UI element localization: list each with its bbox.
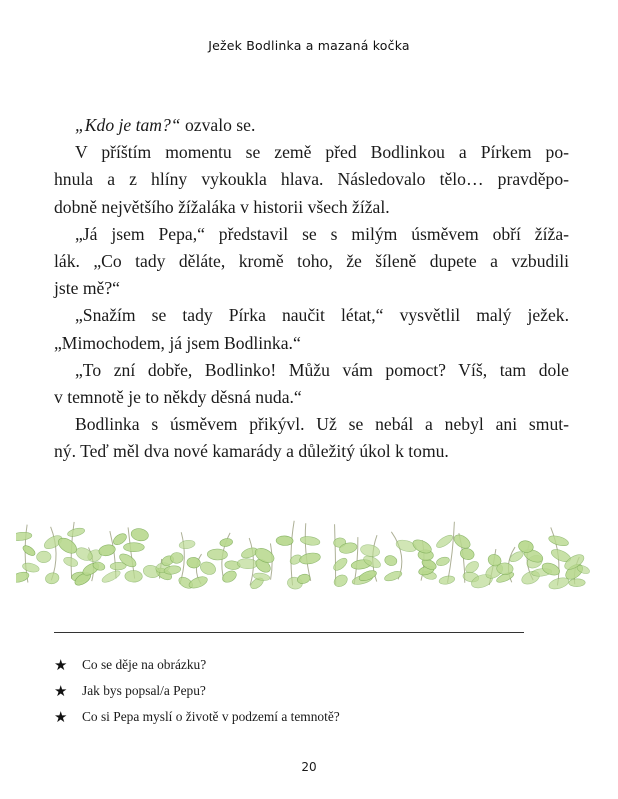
leaf (179, 539, 196, 550)
leaf (67, 527, 86, 538)
paragraph-line (54, 112, 569, 139)
question-text: Co si Pepa myslí o životě v podzemí a temnotě? (82, 709, 340, 724)
leaf (359, 543, 380, 558)
page-number: 20 (301, 760, 317, 774)
leaf (16, 531, 32, 541)
line-text: ozvalo se. (180, 115, 256, 135)
leaf (130, 527, 149, 542)
leaf (221, 569, 239, 585)
leaf-stem (305, 523, 310, 581)
paragraph-line: „Já jsem Pepa,“ představil se s milým úsměvem obří žíža- (75, 223, 569, 244)
leaf (569, 579, 586, 587)
paragraph-line: hnula a z hlíny vykoukla hlava. Následovalo tělo… pravděpo- (54, 169, 569, 190)
question-item (54, 704, 524, 730)
paragraph-line: V příštím momentu se země před Bodlinkou a Pírkem po- (75, 142, 569, 163)
leaf (548, 534, 570, 548)
quoted-question: „Kdo je tam?“ (75, 115, 181, 135)
paragraph-line: jste mě?“ (54, 278, 120, 299)
leaf (44, 572, 60, 585)
question-item (54, 678, 524, 704)
leaf (219, 538, 233, 548)
leaf (332, 573, 349, 589)
leaf (124, 543, 145, 552)
paragraph-line: v temnotě je to někdy děsná nuda.“ (54, 387, 302, 408)
leaf (331, 556, 349, 573)
paragraph-line: ný. Teď měl dva nové kamarády a důležitý úkol k tomu. (54, 441, 449, 462)
leaf (187, 574, 209, 590)
leaf (384, 554, 398, 567)
leaf (383, 569, 403, 582)
question-list (54, 652, 524, 730)
paragraph-line: Bodlinka s úsměvem přikývl. Už se nebál a nebyl ani smut- (75, 414, 569, 435)
paragraph-line: „To zní dobře, Bodlinko! Můžu vám pomoct? Víš, tam dole (75, 359, 569, 380)
leaf (125, 570, 143, 582)
paragraph-line: dobně největšího žížaláka v historii všech žížal. (54, 196, 390, 217)
leaf (438, 575, 455, 586)
leaf (276, 536, 293, 546)
question-item (54, 652, 524, 678)
paragraph-line: lák. „Co tady děláte, kromě toho, že šíleně dupete a vzbudili (54, 251, 569, 272)
leaf (36, 551, 51, 563)
star-icon: ★ (54, 656, 68, 674)
leaf (435, 533, 455, 550)
leaf (435, 556, 450, 568)
leaf (459, 547, 476, 562)
leaf-stem (335, 524, 336, 585)
leaf (198, 560, 217, 577)
leaf-stem (447, 522, 454, 583)
leaf (299, 551, 322, 565)
leaf (237, 558, 258, 569)
leaf-stem (291, 521, 294, 586)
leaf (207, 549, 228, 560)
leaf (21, 544, 36, 558)
leaf (100, 569, 121, 585)
star-icon: ★ (54, 708, 68, 726)
leaf-stem (51, 527, 56, 580)
leaf (170, 552, 183, 564)
leaf (300, 535, 321, 546)
leaf (22, 562, 40, 574)
leaf (62, 556, 78, 569)
leaves-illustration (16, 500, 596, 590)
star-icon: ★ (54, 682, 68, 700)
question-text: Jak bys popsal/a Pepu? (82, 683, 206, 698)
section-divider (54, 632, 524, 633)
question-text: Co se děje na obrázku? (82, 657, 207, 672)
story-text (54, 112, 569, 466)
running-head: Ježek Bodlinka a mazaná kočka (208, 38, 410, 53)
paragraph-line: „Mimochodem, já jsem Bodlinka.“ (54, 332, 301, 353)
paragraph-line: „Snažím se tady Pírka naučit létat,“ vysvětlil malý ježek. (75, 305, 569, 326)
